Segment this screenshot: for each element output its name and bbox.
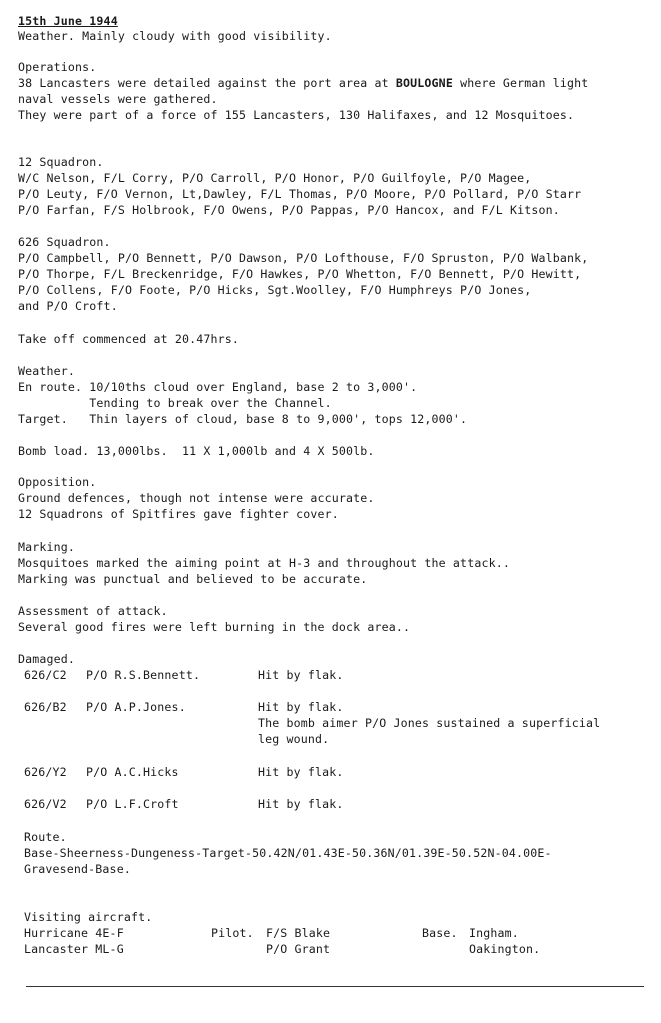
damaged-pilot: P/O A.P.Jones. xyxy=(86,700,186,714)
damaged-pilot: P/O R.S.Bennett. xyxy=(86,668,201,682)
squadron-626-line: P/O Thorpe, F/L Breckenridge, F/O Hawkes, P/O Whetton, F/O Bennett, P/O Hewitt, xyxy=(18,267,582,281)
opposition-line-2: 12 Squadrons of Spitfires gave fighter cover. xyxy=(18,507,339,521)
damaged-code: 626/B2 xyxy=(24,700,67,714)
squadron-626-heading: 626 Squadron. xyxy=(18,235,111,249)
operations-line-1-pre: 38 Lancasters were detailed against the port area at xyxy=(18,76,396,90)
damaged-note: Hit by flak. xyxy=(258,797,344,811)
weather-heading: Weather. xyxy=(18,364,76,378)
visiting-aircraft: Lancaster ML-G xyxy=(24,942,124,956)
squadron-626-line: P/O Collens, F/O Foote, P/O Hicks, Sgt.Woolley, F/O Humphreys P/O Jones, xyxy=(18,283,532,297)
route-heading: Route. xyxy=(24,830,67,844)
marking-line-1: Mosquitoes marked the aiming point at H-3 and throughout the attack.. xyxy=(18,556,510,570)
squadron-12-heading: 12 Squadron. xyxy=(18,155,104,169)
damaged-note-detail: The bomb aimer P/O Jones sustained a superficial xyxy=(258,716,601,730)
operations-line-1 xyxy=(18,75,588,91)
visiting-base-label: Base. xyxy=(422,926,458,940)
weather-target: Target. Thin layers of cloud, base 8 to 9,000', tops 12,000'. xyxy=(18,412,468,426)
damaged-heading: Damaged. xyxy=(18,652,76,666)
damaged-note: Hit by flak. xyxy=(258,765,344,779)
squadron-626-line: P/O Campbell, P/O Bennett, P/O Dawson, P/O Lofthouse, F/O Spruston, P/O Walbank, xyxy=(18,251,589,265)
visiting-pilot-label: Pilot. xyxy=(211,926,254,940)
route-line-1: Base-Sheerness-Dungeness-Target-50.42N/01.43E-50.36N/01.39E-50.52N-04.00E- xyxy=(24,846,552,860)
marking-line-2: Marking was punctual and believed to be accurate. xyxy=(18,572,368,586)
page-divider xyxy=(26,986,644,987)
visiting-aircraft: Hurricane 4E-F xyxy=(24,926,124,940)
damaged-note: Hit by flak. xyxy=(258,700,344,714)
visiting-pilot: P/O Grant xyxy=(266,942,331,956)
assessment-heading: Assessment of attack. xyxy=(18,604,168,618)
visiting-heading: Visiting aircraft. xyxy=(24,910,153,924)
entry-date: 15th June 1944 xyxy=(18,14,118,28)
bomb-load: Bomb load. 13,000lbs. 11 X 1,000lb and 4 X 500lb. xyxy=(18,444,375,458)
weather-summary: Weather. Mainly cloudy with good visibility. xyxy=(18,29,332,43)
operations-line-3: They were part of a force of 155 Lancasters, 130 Halifaxes, and 12 Mosquitoes. xyxy=(18,108,575,122)
squadron-12-line: W/C Nelson, F/L Corry, P/O Carroll, P/O Honor, P/O Guilfoyle, P/O Magee, xyxy=(18,171,532,185)
route-line-2: Gravesend-Base. xyxy=(24,862,131,876)
damaged-code: 626/C2 xyxy=(24,668,67,682)
squadron-12-line: P/O Farfan, F/S Holbrook, F/O Owens, P/O Pappas, P/O Hancox, and F/L Kitson. xyxy=(18,203,560,217)
weather-en-route: En route. 10/10ths cloud over England, base 2 to 3,000'. xyxy=(18,380,418,394)
operations-line-2: naval vessels were gathered. xyxy=(18,92,218,106)
damaged-note: Hit by flak. xyxy=(258,668,344,682)
damaged-pilot: P/O L.F.Croft xyxy=(86,797,179,811)
marking-heading: Marking. xyxy=(18,540,76,554)
weather-en-route-cont: Tending to break over the Channel. xyxy=(18,396,332,410)
opposition-line-1: Ground defences, though not intense were accurate. xyxy=(18,491,375,505)
damaged-code: 626/V2 xyxy=(24,797,67,811)
damaged-pilot: P/O A.C.Hicks xyxy=(86,765,179,779)
visiting-pilot: F/S Blake xyxy=(266,926,331,940)
squadron-12-line: P/O Leuty, F/O Vernon, Lt,Dawley, F/L Thomas, P/O Moore, P/O Pollard, P/O Starr xyxy=(18,187,582,201)
visiting-base: Ingham. xyxy=(469,926,519,940)
operations-target: BOULOGNE xyxy=(395,76,453,90)
assessment-line-1: Several good fires were left burning in the dock area.. xyxy=(18,620,411,634)
operations-line-1-post: where German light xyxy=(452,76,589,90)
opposition-heading: Opposition. xyxy=(18,475,97,489)
takeoff-time: Take off commenced at 20.47hrs. xyxy=(18,332,240,346)
damaged-note-detail: leg wound. xyxy=(258,732,330,746)
squadron-626-line: and P/O Croft. xyxy=(18,299,118,313)
visiting-base: Oakington. xyxy=(469,942,541,956)
operations-heading: Operations. xyxy=(18,60,97,74)
damaged-code: 626/Y2 xyxy=(24,765,67,779)
